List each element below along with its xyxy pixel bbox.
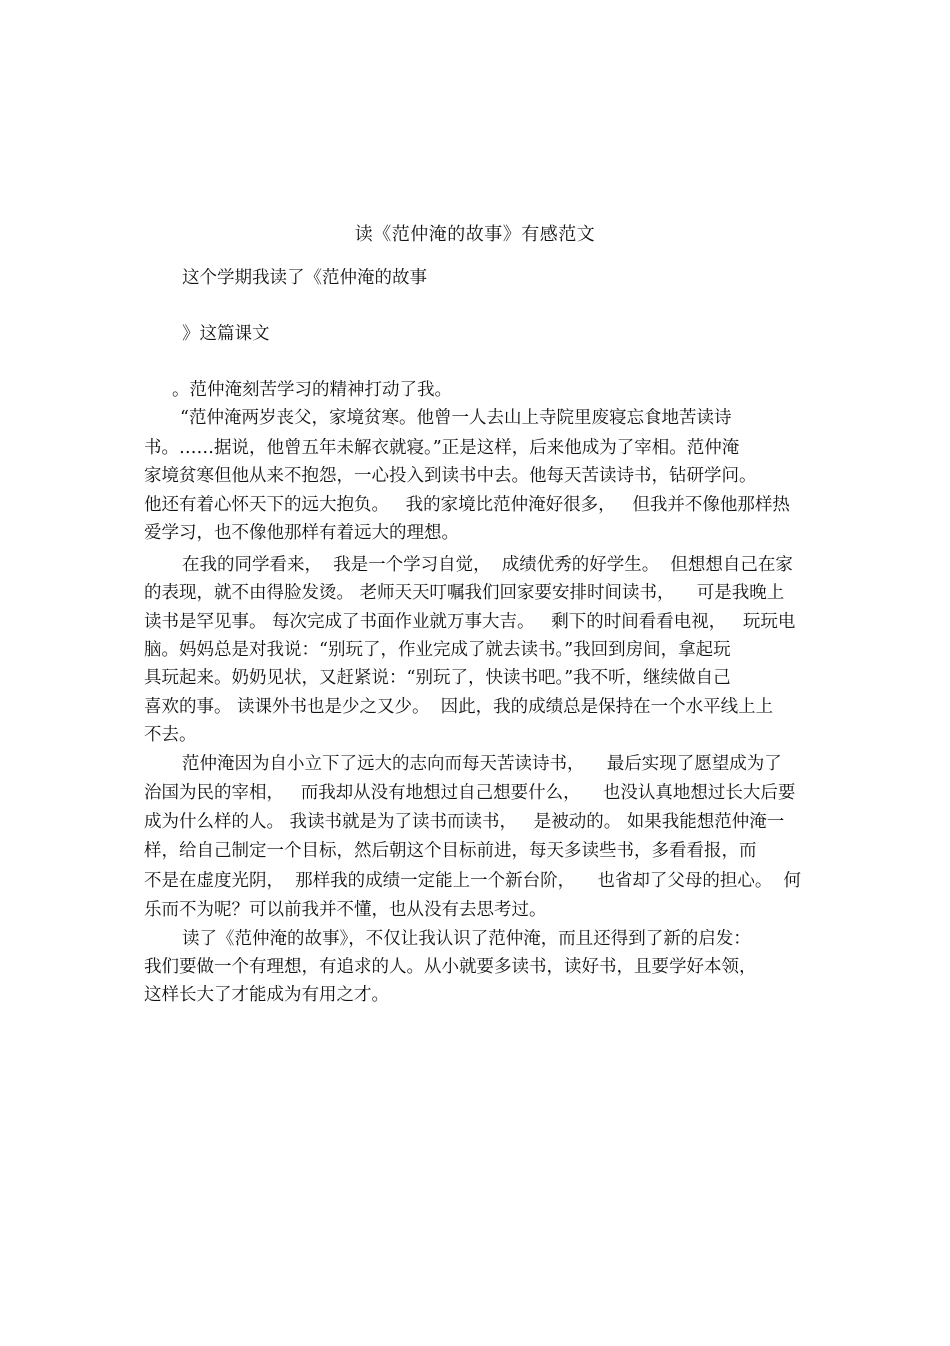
text-line: 》这篇课文 [182, 324, 270, 344]
text-line: 在我的同学看来， 我是一个学习自觉， 成绩优秀的好学生。 但想想自己在家 [182, 555, 793, 575]
document-title: 读《范仲淹的故事》有感范文 [354, 224, 596, 245]
text-line: 读书是罕见事。 每次完成了书面作业就万事大吉。 剩下的时间看看电视， 玩玩电 [144, 612, 796, 632]
text-line: 读了《范仲淹的故事》，不仅让我认识了范仲淹，而且还得到了新的启发： [182, 929, 751, 949]
text-line: 。范仲淹刻苦学习的精神打动了我。 [172, 380, 452, 400]
text-line: 书。……据说，他曾五年未解衣就寝。”正是这样，后来他成为了宰相。范仲淹 [144, 438, 740, 458]
text-line: “范仲淹两岁丧父，家境贫寒。他曾一人去山上寺院里废寝忘食地苦读诗 [180, 408, 732, 428]
text-line: 家境贫寒但他从来不抱怨，一心投入到读书中去。他每天苦读诗书，钻研学问。 [144, 466, 757, 486]
text-line: 脑。妈妈总是对我说：“别玩了，作业完成了就去读书。”我回到房间，拿起玩 [144, 640, 731, 660]
text-line: 我们要做一个有理想，有追求的人。从小就要多读书，读好书，且要学好本领， [144, 957, 757, 977]
text-line: 爱学习，也不像他那样有着远大的理想。 [144, 523, 459, 543]
text-line: 具玩起来。奶奶见状，又赶紧说：“别玩了，快读书吧。”我不听，继续做自己 [144, 668, 731, 688]
text-line: 这个学期我读了《范仲淹的故事 [182, 268, 427, 288]
text-line: 的表现，就不由得脸发烫。 老师天天叮嘱我们回家要安排时间读书， 可是我晚上 [144, 583, 785, 603]
text-line: 这样长大了才能成为有用之才。 [144, 985, 389, 1005]
text-line: 样，给自己制定一个目标，然后朝这个目标前进，每天多读些书，多看看报，而 [144, 841, 757, 861]
text-line: 乐而不为呢？可以前我并不懂，也从没有去思考过。 [144, 900, 547, 920]
text-line: 不去。 [144, 725, 197, 745]
text-line: 范仲淹因为自小立下了远大的志向而每天苦读诗书， 最后实现了愿望成为了 [182, 754, 782, 774]
text-line: 喜欢的事。 读课外书也是少之又少。 因此，我的成绩总是保持在一个水平线上上 [144, 697, 774, 717]
text-line: 成为什么样的人。 我读书就是为了读书而读书， 是被动的。 如果我能想范仲淹一 [144, 812, 785, 832]
text-line: 治国为民的宰相， 而我却从没有地想过自己想要什么， 也没认真地想过长大后要 [144, 783, 796, 803]
text-line: 不是在虚度光阴， 那样我的成绩一定能上一个新台阶， 也省却了父母的担心。 何 [144, 871, 801, 891]
text-line: 他还有着心怀天下的远大抱负。 我的家境比范仲淹好很多， 但我并不像他那样热 [144, 495, 790, 515]
